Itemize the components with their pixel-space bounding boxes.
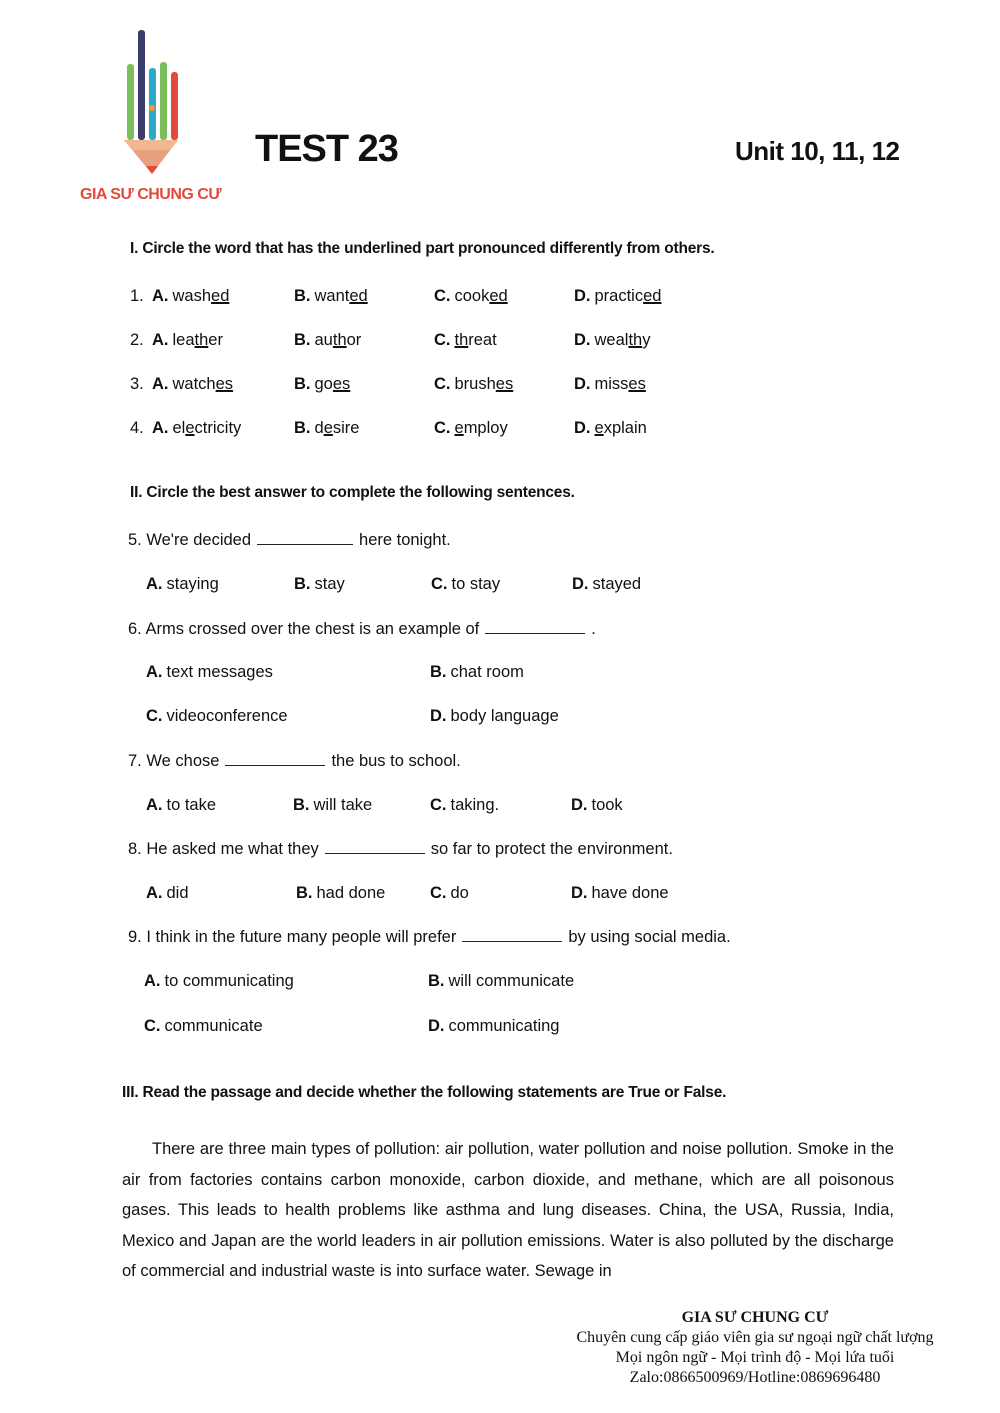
question-text-before: We're decided xyxy=(146,531,252,549)
question-7-options xyxy=(146,796,846,818)
option-a[interactable]: A. to take xyxy=(146,796,217,814)
option-b[interactable]: B. wanted xyxy=(294,287,368,305)
question-number: 4. xyxy=(130,419,144,437)
question-6-options-row-1 xyxy=(146,663,846,685)
footer xyxy=(530,1308,980,1388)
question-number: 3. xyxy=(130,375,144,393)
question-text-before: Arms crossed over the chest is an example of xyxy=(145,620,480,638)
option-d[interactable]: D. wealthy xyxy=(574,331,651,349)
footer-line-1: Chuyên cung cấp giáo viên gia sư ngoại ngữ chất lượng xyxy=(576,1329,934,1346)
question-number: 5. xyxy=(128,531,142,549)
test-title: TEST 23 xyxy=(255,128,398,170)
question-number: 8. xyxy=(128,840,142,858)
option-b[interactable]: B. will communicate xyxy=(428,972,575,990)
option-c[interactable]: C. brushes xyxy=(434,375,514,393)
option-b[interactable]: B. had done xyxy=(296,884,386,902)
section-3-heading: III. Read the passage and decide whether the following statements are True or False. xyxy=(122,1084,727,1101)
pronunciation-question xyxy=(130,287,830,309)
option-a[interactable]: A. electricity xyxy=(152,419,242,437)
question-6-options-row-2 xyxy=(146,707,846,729)
option-b[interactable]: B. desire xyxy=(294,419,360,437)
answer-blank[interactable] xyxy=(462,929,562,942)
option-d[interactable]: D. body language xyxy=(430,707,559,725)
question-number: 7. xyxy=(128,752,142,770)
question-7 xyxy=(128,752,461,771)
question-5-options xyxy=(146,575,846,597)
question-text-after: here tonight. xyxy=(359,531,451,549)
question-text-before: I think in the future many people will prefer xyxy=(146,928,457,946)
option-a[interactable]: A. text messages xyxy=(146,663,273,681)
option-d[interactable]: D. stayed xyxy=(572,575,642,593)
footer-line-2: Mọi ngôn ngữ - Mọi trình độ - Mọi lứa tuổi xyxy=(615,1349,895,1366)
option-c[interactable]: C. taking. xyxy=(430,796,500,814)
question-number: 9. xyxy=(128,928,142,946)
option-d[interactable]: D. have done xyxy=(571,884,669,902)
option-b[interactable]: B. chat room xyxy=(430,663,524,681)
question-9-options-row-2 xyxy=(144,1017,844,1039)
question-text-before: We chose xyxy=(146,752,220,770)
option-a[interactable]: A. staying xyxy=(146,575,219,593)
question-text-after: the bus to school. xyxy=(331,752,461,770)
option-b[interactable]: B. goes xyxy=(294,375,351,393)
question-number: 1. xyxy=(130,287,144,305)
option-c[interactable]: C. threat xyxy=(434,331,497,349)
question-9 xyxy=(128,928,731,947)
option-c[interactable]: C. do xyxy=(430,884,469,902)
section-1-heading: I. Circle the word that has the underlined part pronounced differently from others. xyxy=(130,240,715,257)
question-text-before: He asked me what they xyxy=(146,840,319,858)
pencil-bars-icon xyxy=(118,28,190,178)
option-c[interactable]: C. cooked xyxy=(434,287,508,305)
question-text-after: so far to protect the environment. xyxy=(430,840,673,858)
question-text-after: by using social media. xyxy=(568,928,731,946)
option-b[interactable]: B. author xyxy=(294,331,362,349)
option-a[interactable]: A. did xyxy=(146,884,189,902)
footer-title: GIA SƯ CHUNG CƯ xyxy=(681,1309,829,1326)
answer-blank[interactable] xyxy=(485,621,585,634)
pronunciation-question xyxy=(130,331,830,353)
brand-logo xyxy=(118,28,190,178)
option-d[interactable]: D. communicating xyxy=(428,1017,560,1035)
option-a[interactable]: A. leather xyxy=(152,331,223,349)
option-b[interactable]: B. will take xyxy=(293,796,373,814)
brand-name: GIA SƯ CHUNG CƯ xyxy=(80,186,222,203)
question-9-options-row-1 xyxy=(144,972,844,994)
reading-passage: There are three main types of pollution: air pollution, water pollution and noise pollution. Smoke in the air from factories contains carbon monoxide, carbon dioxide, and methane, which are all poisonous gases. This leads to health problems like asthma and lung diseases. China, the USA, Russia, India, Mexico and Japan are the world leaders in air pollution emissions. Water is also polluted by the discharge of commercial and industrial waste is into surface water. Sewage in xyxy=(122,1140,894,1280)
option-a[interactable]: A. washed xyxy=(152,287,230,305)
footer-line-3: Zalo:0866500969/Hotline:0869696480 xyxy=(629,1369,881,1386)
question-8 xyxy=(128,840,673,859)
pronunciation-question xyxy=(130,419,830,441)
unit-label: Unit 10, 11, 12 xyxy=(735,136,900,166)
question-number: 6. xyxy=(128,620,142,638)
option-c[interactable]: C. videoconference xyxy=(146,707,288,725)
option-d[interactable]: D. explain xyxy=(574,419,647,437)
question-5 xyxy=(128,531,451,550)
question-text-after: . xyxy=(591,620,596,638)
option-a[interactable]: A. to communicating xyxy=(144,972,294,990)
answer-blank[interactable] xyxy=(225,753,325,766)
option-d[interactable]: D. took xyxy=(571,796,623,814)
question-6 xyxy=(128,620,596,639)
question-8-options xyxy=(146,884,846,906)
option-a[interactable]: A. watches xyxy=(152,375,234,393)
option-b[interactable]: B. stay xyxy=(294,575,345,593)
answer-blank[interactable] xyxy=(257,532,353,545)
option-c[interactable]: C. communicate xyxy=(144,1017,263,1035)
question-number: 2. xyxy=(130,331,144,349)
section-2-heading: II. Circle the best answer to complete the following sentences. xyxy=(130,484,575,501)
option-c[interactable]: C. employ xyxy=(434,419,508,437)
option-d[interactable]: D. misses xyxy=(574,375,646,393)
option-c[interactable]: C. to stay xyxy=(431,575,501,593)
answer-blank[interactable] xyxy=(325,841,425,854)
option-d[interactable]: D. practiced xyxy=(574,287,662,305)
pronunciation-question xyxy=(130,375,830,397)
